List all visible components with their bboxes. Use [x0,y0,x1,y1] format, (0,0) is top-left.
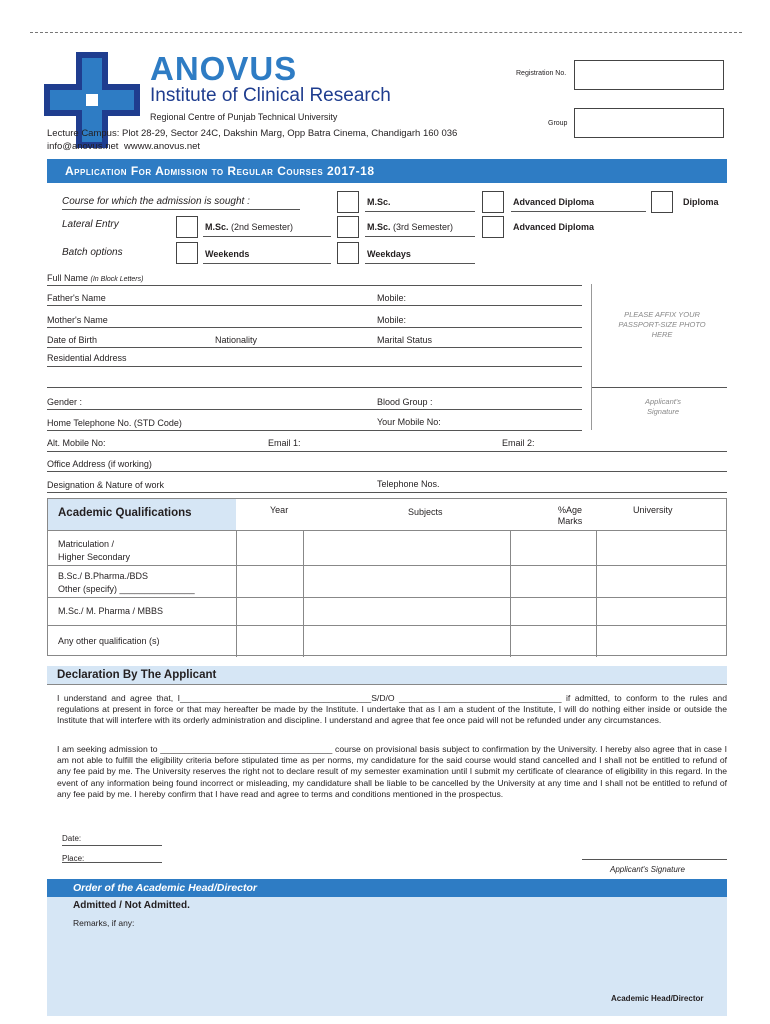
course-underline [62,209,300,210]
marital-status-label: Marital Status [377,335,433,345]
academic-title: Academic Qualifications [58,507,192,519]
group-label: Group [548,120,568,127]
row-bsc-line2: Other (specify) _______________ [58,584,195,594]
date-label: Date: [62,834,82,843]
applicant-signature-field[interactable] [582,859,727,860]
photo-instructions: PLEASE AFFIX YOUR PASSPORT-SIZE PHOTO HERE [618,310,706,339]
row-matric-line2: Higher Secondary [58,552,131,562]
msc-3rd-sem: (3rd Semester) [390,222,454,232]
row-divider-2 [48,597,726,598]
adv-diploma-underline [511,211,646,212]
table-row [58,570,195,596]
msc-2nd-underline [203,236,331,237]
registration-label: Registration No. [516,70,567,77]
diploma-checkbox[interactable] [651,191,673,213]
col-divider-3 [510,530,511,657]
row-bsc-line1: B.Sc./ B.Pharma./BDS [58,571,149,581]
registration-field[interactable] [574,60,724,90]
campus-address: Lecture Campus: Plot 28-29, Sector 24C, Dakshin Marg, Opp Batra Cinema, Chandigarh 160 036 [47,128,458,139]
row-divider-0 [48,530,726,531]
admitted-status: Admitted / Not Admitted. [73,900,190,911]
msc-3rd-option [367,222,453,232]
row-matric-line1: Matriculation / [58,539,115,549]
full-name-field[interactable] [47,285,582,286]
weekdays-option: Weekdays [367,249,411,259]
office-address-field[interactable] [47,471,727,472]
advanced-diploma-2-checkbox[interactable] [482,216,504,238]
col-divider-1 [236,530,237,657]
home-telephone-field[interactable] [47,430,582,431]
home-telephone-label: Home Telephone No. (STD Code) [47,418,182,428]
diploma-option: Diploma [683,197,719,207]
declaration-para1: I understand and agree that, I________________________________________S/D/O __________________________________ if admitted, to conform to the rules and regulations at present in force or that may hereafter be made by the Institute. I undertake that as I am a student of the Institute, I will do nothing either inside or outside the Institute that will interfere with its orderly administration and discipline. I understand and agree that fee once paid will not be refunded under any circumstances. [57,693,727,726]
declaration-para2: I am seeking admission to ____________________________________ course on provisional basis subject to confirmation by the University. I hereby also agree that in case I am not able to fulfill the eligibility criteria before stipulated time as per norms, my candidature for the said course would stand cancelled and I shall not be entitled to refund of any fee paid by me. The University reserves the right not to declare result of my semester examination until I submit my certificate of clearance of eligibility in this regard. In the event of any information being found incorrect or misleading, my candidature shall be liable to be cancelled by the University at any time and I shall not be entitled to refund of any fee paid by me. I hereby confirm that I have read and agree to terms and conditions mentioned in the prospectus. [57,744,727,799]
date-field[interactable] [62,845,162,846]
col-marks: %Age Marks [557,505,583,526]
academic-table [47,498,727,656]
weekdays-checkbox[interactable] [337,242,359,264]
applicant-signature-caption: Applicant's Signature [644,397,682,416]
office-header [47,879,727,897]
row-divider-1 [48,565,726,566]
place-field[interactable] [62,862,162,863]
father-mobile-label: Mobile: [377,293,407,303]
msc-underline [365,211,475,212]
residential-address-label: Residential Address [47,353,127,363]
office-title: Order of the Academic Head/Director [73,882,257,894]
course-sought-label: Course for which the admission is sought : [62,196,250,207]
msc-option: M.Sc. [367,197,391,207]
father-name-label: Father's Name [47,293,106,303]
col-subjects: Subjects [408,507,443,517]
application-banner [47,159,727,183]
residential-address-field-2[interactable] [47,387,582,388]
declaration-title: Declaration By The Applicant [57,669,217,681]
cut-line [30,32,742,33]
dob-field[interactable] [47,347,582,348]
place-label: Place: [62,854,85,863]
table-row [58,538,130,564]
weekdays-underline [365,263,475,264]
brand-name: ANOVUS [150,50,298,87]
remarks-label: Remarks, if any: [73,918,135,928]
table-row [58,636,160,646]
mother-name-field[interactable] [47,327,582,328]
row-msc: M.Sc./ M. Pharma / MBBS [58,606,164,616]
col-divider-2 [303,530,304,657]
row-other: Any other qualification (s) [58,636,160,646]
msc-3rd-checkbox[interactable] [337,216,359,238]
msc-2nd-sem: (2nd Semester) [228,222,294,232]
banner-title: Application For Admission to Regular Courses 2017-18 [65,164,375,178]
website-text: wwww.anovus.net [124,141,201,152]
full-name-text: Full Name [47,273,89,283]
weekends-checkbox[interactable] [176,242,198,264]
mother-mobile-label: Mobile: [377,315,407,325]
advanced-diploma-option: Advanced Diploma [513,197,595,207]
msc-checkbox[interactable] [337,191,359,213]
batch-options-label: Batch options [62,247,123,258]
office-address-label: Office Address (if working) [47,459,152,469]
applicant-signature-label: Applicant's Signature [610,865,685,874]
msc-2nd-name: M.Sc. [205,222,229,232]
full-name-hint: (In Block Letters) [90,276,144,283]
col-year: Year [270,505,289,515]
weekends-option: Weekends [205,249,250,259]
nationality-label: Nationality [215,335,258,345]
table-row [58,606,163,616]
father-name-field[interactable] [47,305,582,306]
alt-mobile-field[interactable] [47,451,727,452]
row-divider-3 [48,625,726,626]
telephone-nos-label: Telephone Nos. [377,479,440,489]
gender-field[interactable] [47,409,582,410]
msc-3rd-underline [365,236,475,237]
msc-2nd-option [205,222,293,232]
msc-2nd-checkbox[interactable] [176,216,198,238]
col-university: University [633,505,673,515]
full-name-label [47,273,143,283]
msc-3rd-name: M.Sc. [367,222,391,232]
advanced-diploma-2-option: Advanced Diploma [513,222,595,232]
your-mobile-label: Your Mobile No: [377,417,441,427]
designation-field[interactable] [47,492,727,493]
mother-name-label: Mother's Name [47,315,108,325]
blood-group-label: Blood Group : [377,397,433,407]
declaration-header [47,666,727,685]
col-divider-4 [596,530,597,657]
dob-label: Date of Birth [47,335,98,345]
academic-head-label: Academic Head/Director [611,994,704,1003]
brand-subtitle: Institute of Clinical Research [150,85,391,106]
group-field[interactable] [574,108,724,138]
email1-label: Email 1: [268,438,301,448]
lateral-entry-label: Lateral Entry [62,219,119,230]
regional-centre: Regional Centre of Punjab Technical University [150,112,338,122]
advanced-diploma-checkbox[interactable] [482,191,504,213]
alt-mobile-label: Alt. Mobile No: [47,438,106,448]
gender-label: Gender : [47,397,83,407]
email-text: info@anovus.net [47,141,119,152]
email2-label: Email 2: [502,438,535,448]
designation-label: Designation & Nature of work [47,480,165,490]
residential-address-field[interactable] [47,366,582,367]
weekends-underline [203,263,331,264]
